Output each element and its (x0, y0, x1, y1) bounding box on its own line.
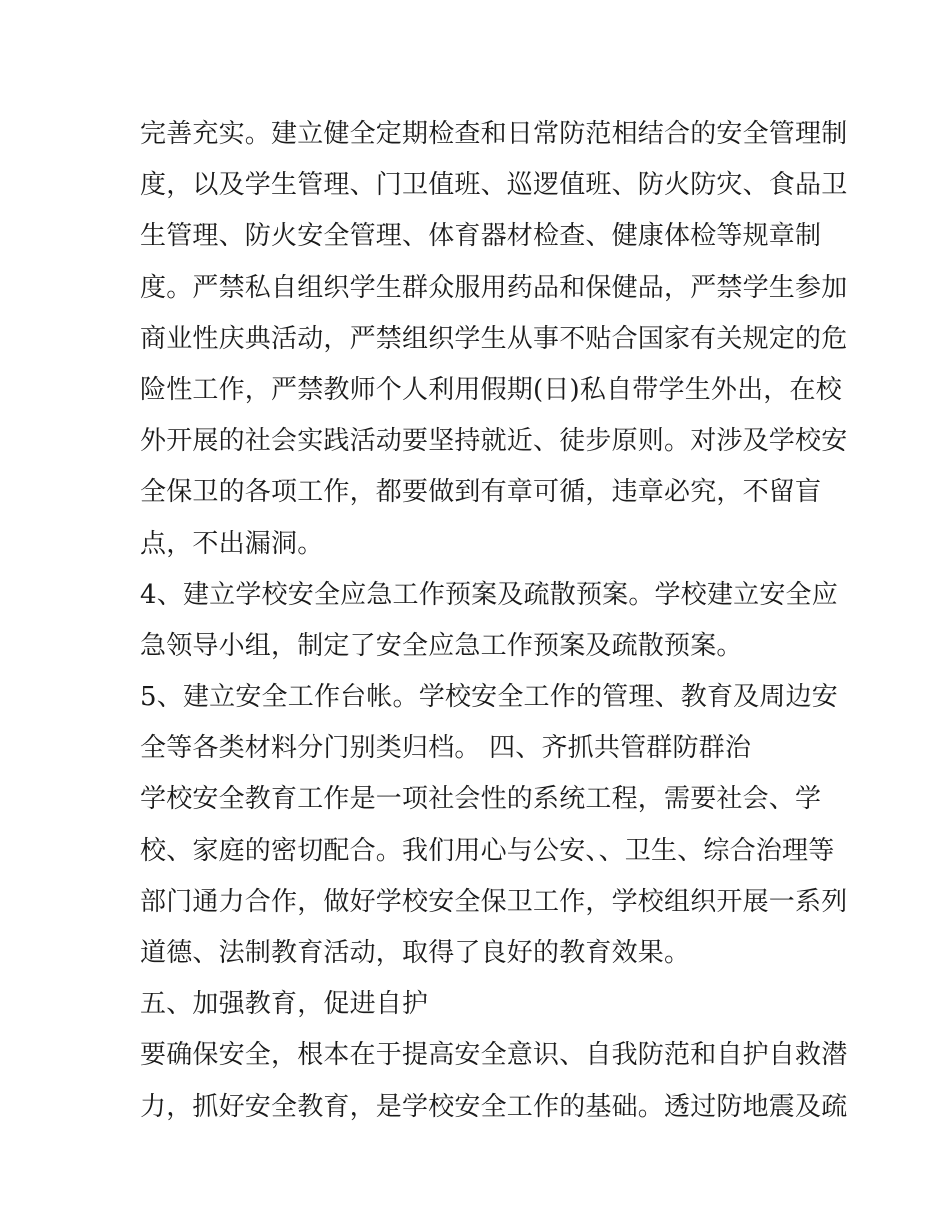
text-line: 全等各类材料分门别类归档。 四、齐抓共管群防群治 (140, 733, 752, 764)
text-line: 度，以及学生管理、门卫值班、巡逻值班、防火防灾、食品卫 (140, 170, 848, 201)
text-line: 力，抓好安全教育，是学校安全工作的基础。透过防地震及疏 (140, 1091, 848, 1122)
text-line: 校、家庭的密切配合。我们用心与公安、、卫生、综合治理等 (140, 835, 835, 866)
text-line: 完善充实。建立健全定期检查和日常防范相结合的安全管理制 (140, 119, 848, 149)
text-line: 险性工作，严禁教师个人利用假期(日)私自带学生外出，在校 (140, 374, 842, 405)
text-line: 点，不出漏洞。 (140, 528, 324, 559)
document-body (140, 109, 848, 1133)
text-line: 生管理、防火安全管理、体育器材检查、健康体检等规章制 (140, 221, 822, 252)
text-line: 部门通力合作，做好学校安全保卫工作，学校组织开展一系列 (140, 886, 848, 917)
text-line: 学校安全教育工作是一项社会性的系统工程，需要社会、学 (140, 784, 822, 815)
text-line: 道德、法制教育活动，取得了良好的教育效果。 (140, 938, 691, 968)
text-line: 全保卫的各项工作，都要做到有章可循，违章必究，不留盲 (140, 477, 822, 508)
text-line: 5、建立安全工作台帐。学校安全工作的管理、教育及周边安 (140, 682, 838, 713)
text-line: 急领导小组，制定了安全应急工作预案及疏散预案。 (140, 630, 743, 661)
section-heading: 五、加强教育，促进自护 (140, 989, 429, 1020)
text-line: 度。严禁私自组织学生群众服用药品和保健品，严禁学生参加 (140, 272, 848, 303)
text-line: 外开展的社会实践活动要坚持就近、徒步原则。对涉及学校安 (140, 426, 848, 457)
text-line: 商业性庆典活动，严禁组织学生从事不贴合国家有关规定的危 (140, 323, 848, 354)
text-line: 要确保安全，根本在于提高安全意识、自我防范和自护自救潜 (140, 1040, 848, 1071)
text-line: 4、建立学校安全应急工作预案及疏散预案。学校建立安全应 (140, 579, 838, 610)
